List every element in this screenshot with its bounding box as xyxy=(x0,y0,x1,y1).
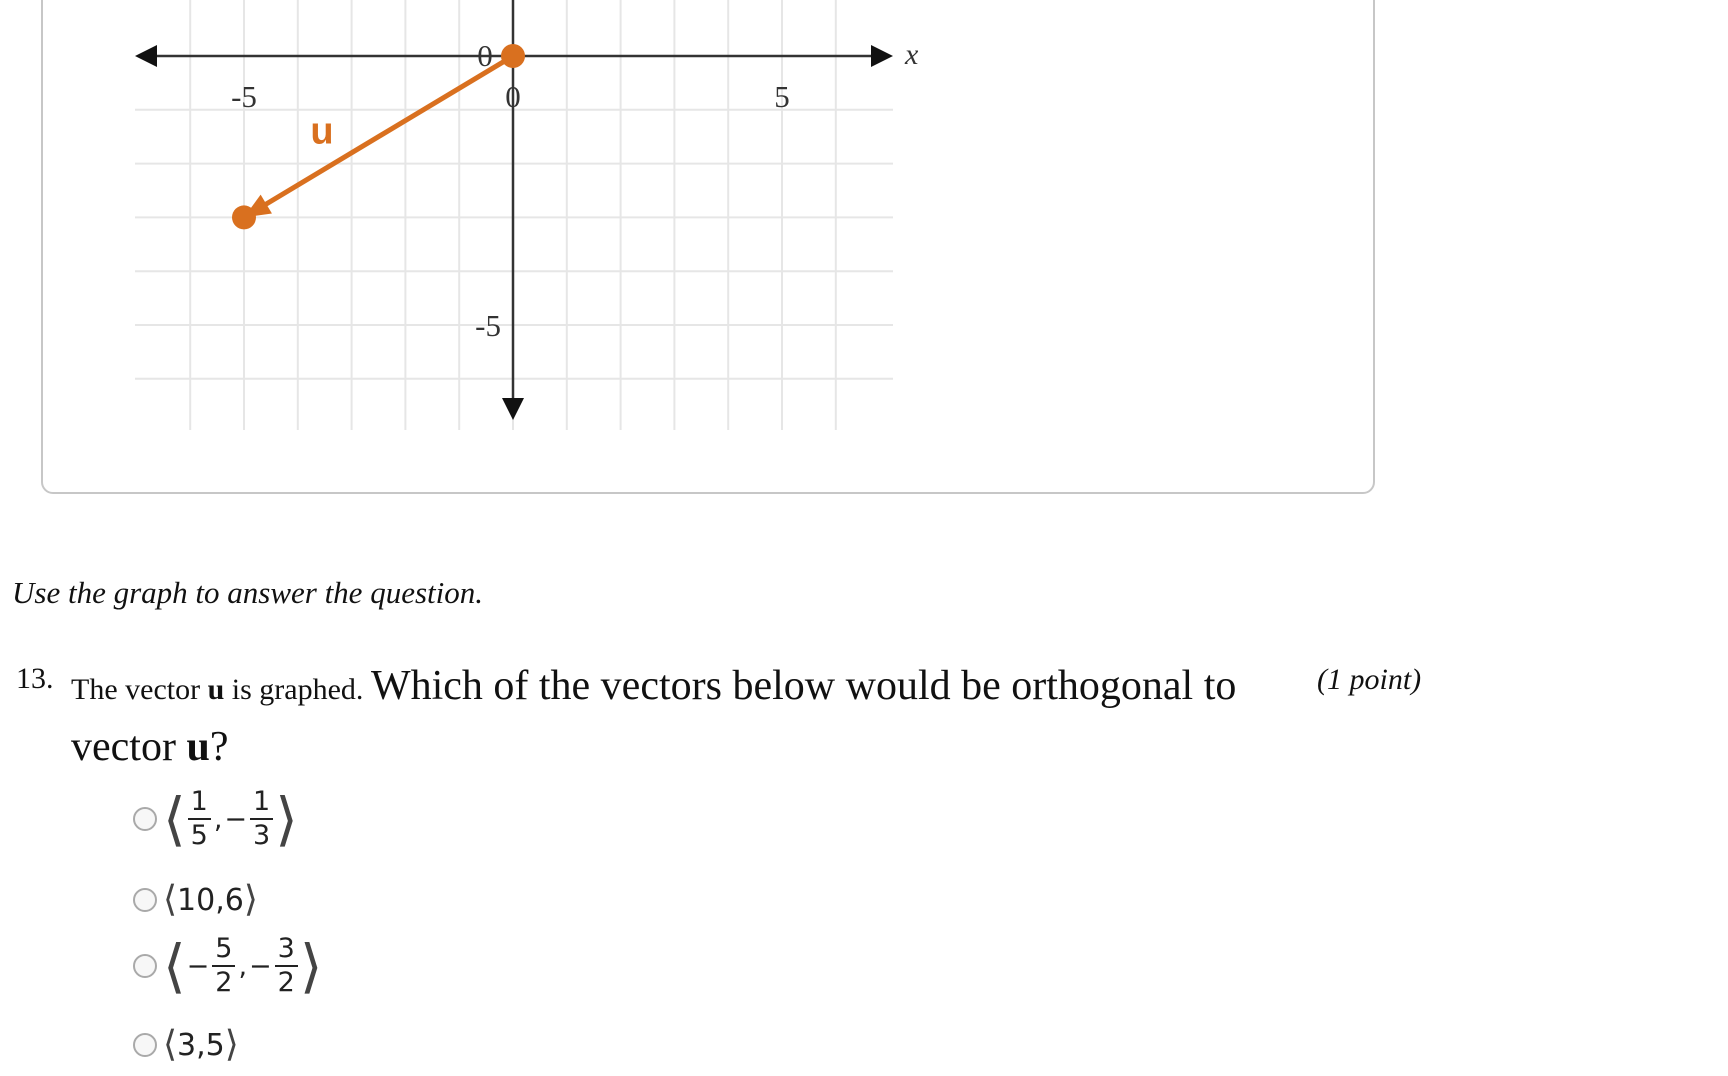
numerator: 1 xyxy=(250,788,273,820)
right-angle-bracket: ⟩ xyxy=(275,785,298,854)
denominator: 3 xyxy=(253,820,271,852)
graph-panel xyxy=(41,0,1375,494)
choice-a-vector xyxy=(163,785,298,854)
radio-button-b[interactable] xyxy=(133,888,157,912)
answer-choice-a[interactable] xyxy=(133,785,298,854)
left-angle-bracket: ⟨ xyxy=(163,932,186,1001)
x-axis-left-arrow xyxy=(135,45,157,67)
numerator: 1 xyxy=(188,788,211,820)
vector-graph xyxy=(43,0,1377,496)
vector-u-tail-point xyxy=(501,44,525,68)
y-axis-down-arrow xyxy=(502,398,524,420)
comma: , xyxy=(238,950,248,982)
fraction xyxy=(212,935,235,998)
answer-choice-b[interactable] xyxy=(133,879,258,920)
question-points: (1 point) xyxy=(1317,663,1422,696)
vector-label: u xyxy=(310,110,334,153)
choice-d-text: 3,5 xyxy=(177,1027,225,1063)
answer-choice-d[interactable] xyxy=(133,1024,239,1065)
fraction xyxy=(250,788,273,851)
radio-button-a[interactable] xyxy=(133,807,157,831)
x-axis-label: x xyxy=(905,38,919,71)
vector-u-head-point xyxy=(232,205,256,229)
x-tick-label-0: 0 xyxy=(505,79,521,114)
denominator: 2 xyxy=(215,967,233,999)
comma: , xyxy=(213,803,223,835)
vector-u-shaft xyxy=(266,56,513,204)
instruction-text: Use the graph to answer the question. xyxy=(12,575,483,610)
question-part1: The vector xyxy=(71,673,208,706)
numerator: 5 xyxy=(212,935,235,967)
x-tick-label-neg5: -5 xyxy=(231,79,257,114)
question-part2: is graphed. xyxy=(224,673,371,706)
question-number: 13. xyxy=(16,662,54,695)
question-part4: ? xyxy=(209,724,229,770)
vector-name-2: u xyxy=(186,724,210,770)
right-angle-bracket: ⟩ xyxy=(243,879,258,920)
choice-b-text: 10,6 xyxy=(177,882,244,918)
choice-c-vector xyxy=(163,932,323,1001)
question-text xyxy=(71,660,1286,782)
y-tick-label-neg5: -5 xyxy=(475,308,501,343)
radio-button-d[interactable] xyxy=(133,1033,157,1057)
fraction xyxy=(188,788,211,851)
right-angle-bracket: ⟩ xyxy=(299,932,323,1001)
minus-sign: − xyxy=(224,803,248,835)
left-angle-bracket: ⟨ xyxy=(163,1024,178,1065)
denominator: 5 xyxy=(190,820,208,852)
minus-sign: − xyxy=(249,950,272,982)
denominator: 2 xyxy=(277,967,295,999)
minus-sign: − xyxy=(186,950,210,982)
left-angle-bracket: ⟨ xyxy=(163,879,178,920)
numerator: 3 xyxy=(275,935,298,967)
radio-button-c[interactable] xyxy=(133,954,157,978)
vector-name: u xyxy=(207,673,225,706)
right-angle-bracket: ⟩ xyxy=(224,1024,239,1065)
answer-choice-c[interactable] xyxy=(133,932,323,1001)
origin-label: 0 xyxy=(477,38,493,73)
x-axis-right-arrow xyxy=(871,45,893,67)
left-angle-bracket: ⟨ xyxy=(163,785,186,854)
choice-b-vector xyxy=(163,879,258,920)
question-part3: Which of the vectors below would be orthogonal to vector xyxy=(71,663,1237,770)
x-tick-label-5: 5 xyxy=(774,79,790,114)
fraction xyxy=(275,935,298,998)
choice-d-vector xyxy=(163,1024,239,1065)
